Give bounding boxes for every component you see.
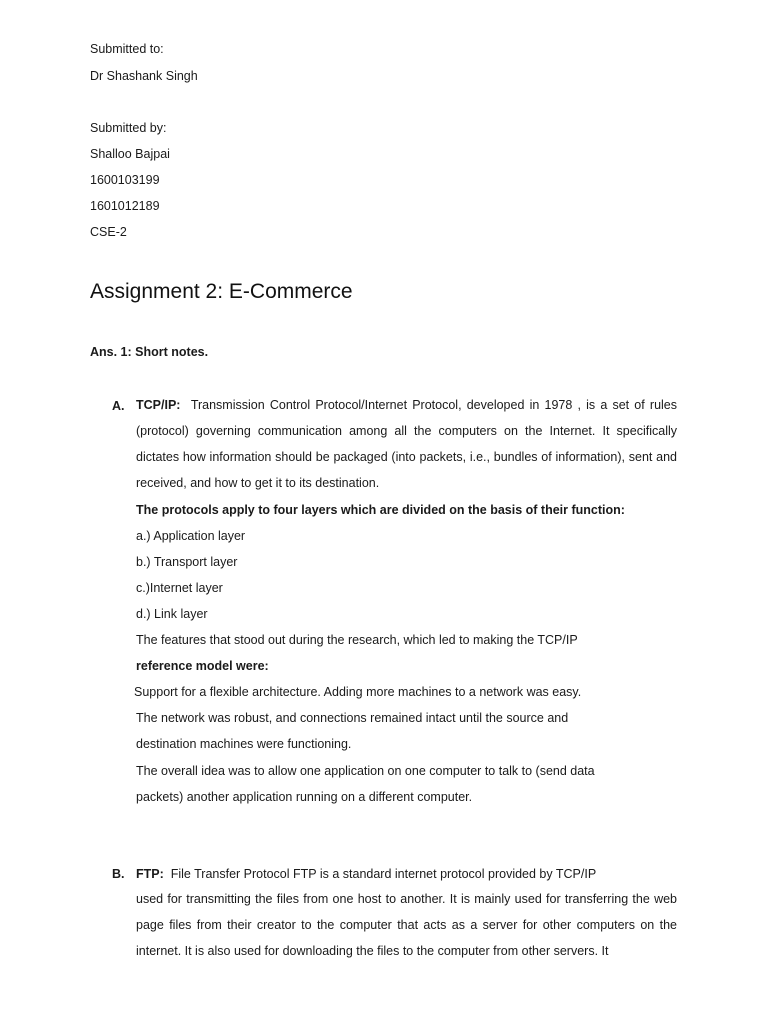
feature-1: Support for a flexible architecture. Adding more machines to a network was easy. (134, 685, 582, 699)
section-b-first-line-text: File Transfer Protocol FTP is a standard internet protocol provided by TCP/IP (170, 867, 597, 881)
submitted-by-name: Shalloo Bajpai (90, 147, 170, 161)
student-id-1: 1600103199 (90, 173, 160, 187)
submitted-to-label: Submitted to: (90, 42, 164, 56)
layer-item-application: a.) Application layer (136, 529, 246, 543)
section-b-term: FTP: (136, 867, 164, 881)
layer-item-transport: b.) Transport layer (136, 555, 238, 569)
section-b-body: used for transmitting the files from one host to another. It is mainly used for transferring the web page files from their creator to the computer that acts as a server for other computers on the internet. It is also used for downloading the files to the computer from other servers. It (136, 892, 677, 958)
answer-heading: Ans. 1: Short notes. (90, 345, 209, 359)
features-line-2: reference model were: (136, 659, 269, 673)
student-id-2: 1601012189 (90, 199, 160, 213)
section-b-marker: B. (112, 867, 125, 881)
feature-2-line-1: The network was robust, and connections remained intact until the source and (136, 711, 569, 725)
section-a-intro-text: Transmission Control Protocol/Internet Protocol, developed in 1978 , is a set of rules (protocol) governing communication among all the computers on the Internet. It specifically dictates how information should be packaged (into packets, i.e., bundles of information), sent and received, and how to get it to its destination. (136, 398, 677, 490)
section-a-intro (136, 392, 677, 496)
features-line-1: The features that stood out during the research, which led to making the TCP/IP (136, 633, 578, 647)
feature-2-line-2: destination machines were functioning. (136, 737, 352, 751)
feature-3-line-1: The overall idea was to allow one application on one computer to talk to (send data (136, 764, 595, 778)
section-label: CSE-2 (90, 225, 127, 239)
section-a-term: TCP/IP: (136, 398, 181, 412)
layer-item-link: d.) Link layer (136, 607, 208, 621)
page-title: Assignment 2: E-Commerce (90, 280, 353, 303)
section-a-marker: A. (112, 399, 125, 413)
layer-item-internet: c.)Internet layer (136, 581, 223, 595)
submitted-by-label: Submitted by: (90, 121, 167, 135)
section-b-first-line (136, 866, 596, 882)
feature-3-line-2: packets) another application running on a different computer. (136, 790, 473, 804)
layers-intro: The protocols apply to four layers which are divided on the basis of their function: (136, 503, 625, 517)
submitted-to-name: Dr Shashank Singh (90, 69, 198, 83)
